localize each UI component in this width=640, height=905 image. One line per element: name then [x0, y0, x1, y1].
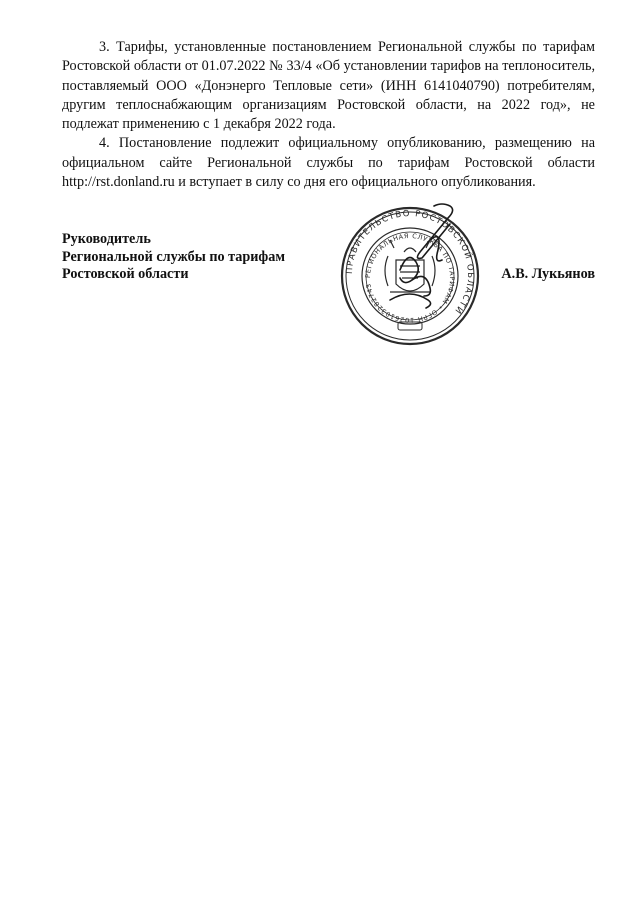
seal-stamp-image [330, 200, 490, 348]
svg-text:ПРАВИТЕЛЬСТВО РОСТОВСКОЙ ОБЛАС: ПРАВИТЕЛЬСТВО РОСТОВСКОЙ ОБЛАСТИ [344, 208, 476, 317]
signatory-title-line-2: Региональной службы по тарифам [62, 248, 286, 265]
signatory-title [62, 231, 362, 284]
svg-text:РЕГИОНАЛЬНАЯ СЛУЖБА ПО ТАРИФАМ: РЕГИОНАЛЬНАЯ СЛУЖБА ПО ТАРИФАМ • ОГРН 1026103282743 [363, 231, 457, 325]
paragraph-3: 3. Тарифы, установленные постановлением Региональной службы по тарифам Ростовской области от 01.07.2022 № 33/4 «Об установлении тарифов на теплоноситель, поставляемый ООО «Донэнерго Тепловые сети» (ИНН 6141040790) потребителям, другим теплоснабжающим организациям Ростовской области, на 2022 год», не подлежат применению с 1 декабря 2022 года. [62, 39, 595, 133]
paragraph-4: 4. Постановление подлежит официальному опубликованию, размещению на официальном сайте Региональной службы по тарифам Ростовской области http://rst.donland.ru и вступает в силу со дня его официального опубликования. [62, 135, 595, 191]
signatory-title-line-1: Руководитель [62, 231, 151, 247]
signatory-title-line-3: Ростовской области [62, 266, 189, 283]
document-body [62, 38, 595, 192]
signatory-name: А.В. Лукьянов [501, 266, 595, 282]
official-seal [330, 200, 490, 348]
